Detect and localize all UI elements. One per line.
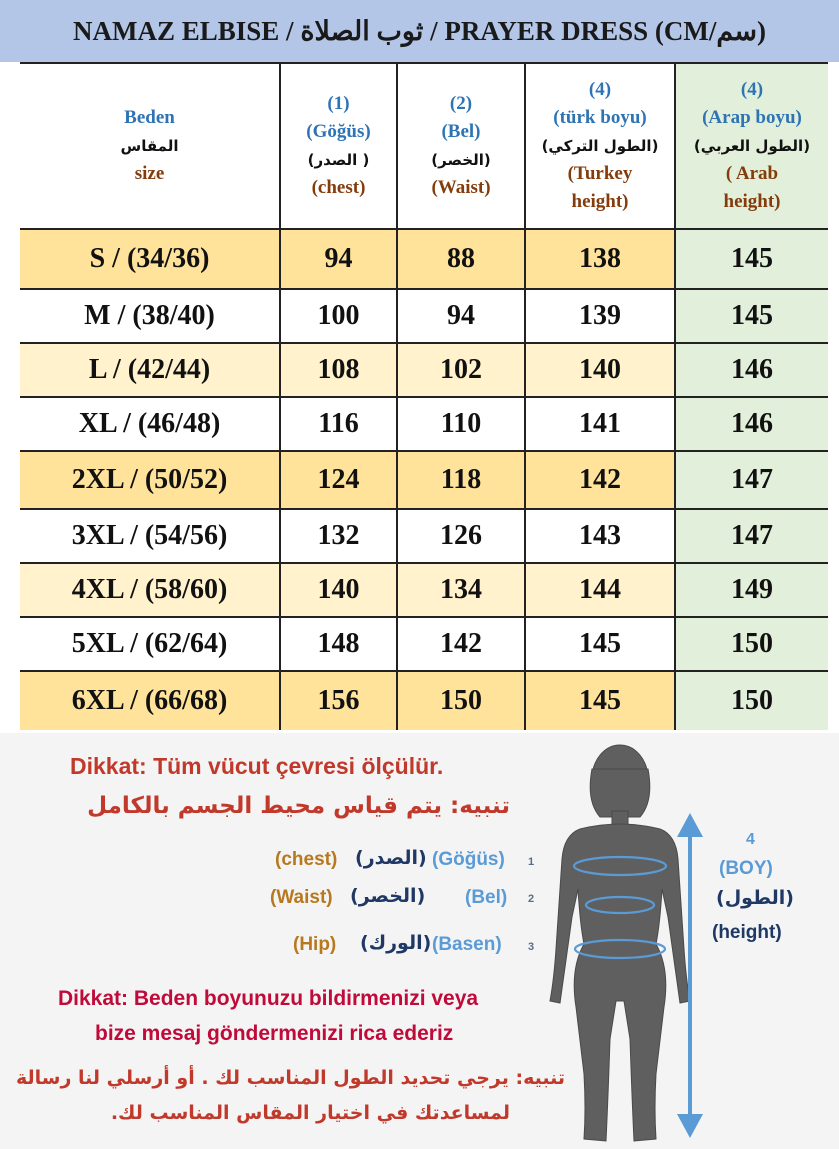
- header-row: [20, 63, 828, 229]
- size-cell: XL / (46/48): [20, 397, 280, 451]
- header-waist-ar: (الخصر): [431, 151, 491, 169]
- arab-cell: 145: [675, 289, 828, 343]
- m3-en: (Hip): [293, 934, 337, 955]
- m1-en: (chest): [275, 849, 338, 870]
- header-arab-en1: ( Arab: [725, 163, 779, 184]
- waist-cell: 134: [397, 563, 525, 617]
- chest-cell: 116: [280, 397, 397, 451]
- arab-cell: 149: [675, 563, 828, 617]
- header-turkey-num: (4): [588, 79, 612, 100]
- turkey-cell: 145: [525, 671, 675, 730]
- boy-en: (height): [712, 922, 782, 943]
- header-arab-ar: (الطول العربي): [693, 137, 811, 155]
- m1-ar: (الصدر): [355, 847, 427, 869]
- header-turkey-tr: (türk boyu): [553, 107, 647, 128]
- chest-cell: 148: [280, 617, 397, 671]
- header-turkey: [525, 63, 675, 229]
- header-turkey-en1: (Turkey: [567, 163, 633, 184]
- size-cell: 5XL / (62/64): [20, 617, 280, 671]
- header-waist-num: (2): [449, 93, 473, 114]
- turkey-cell: 141: [525, 397, 675, 451]
- size-table: [20, 62, 828, 730]
- size-cell: 2XL / (50/52): [20, 451, 280, 509]
- request-tr-1: Dikkat: Beden boyunuzu bildirmenizi veya: [58, 987, 479, 1010]
- waist-cell: 118: [397, 451, 525, 509]
- table-row: [20, 617, 828, 671]
- arab-cell: 147: [675, 509, 828, 563]
- waist-cell: 94: [397, 289, 525, 343]
- table-row: [20, 289, 828, 343]
- header-size-ar: المقاس: [120, 137, 179, 155]
- header-size: [20, 63, 280, 229]
- table-row: [20, 671, 828, 730]
- chest-cell: 124: [280, 451, 397, 509]
- header-size-en: size: [134, 163, 165, 184]
- header-chest-tr: (Göğüs): [306, 121, 371, 142]
- waist-cell: 88: [397, 229, 525, 289]
- waist-cell: 110: [397, 397, 525, 451]
- header-waist-en: (Waist): [431, 177, 491, 198]
- chest-cell: 94: [280, 229, 397, 289]
- header-arab-num: (4): [740, 79, 764, 100]
- chest-cell: 100: [280, 289, 397, 343]
- boy-num: 4: [746, 831, 755, 848]
- arab-cell: 145: [675, 229, 828, 289]
- header-arab-en2: height): [723, 191, 781, 212]
- page-title: NAMAZ ELBISE / ثوب الصلاة / PRAYER DRESS (CM/سم): [0, 0, 839, 62]
- turkey-cell: 144: [525, 563, 675, 617]
- table-row: [20, 451, 828, 509]
- header-turkey-en2: height): [571, 191, 629, 212]
- m3-tr: (Basen): [432, 934, 502, 955]
- chest-cell: 108: [280, 343, 397, 397]
- waist-cell: 126: [397, 509, 525, 563]
- header-turkey-ar: (الطول التركي): [541, 137, 659, 155]
- measurement-guide: [0, 733, 839, 1149]
- header-arab-tr: (Arap boyu): [702, 107, 802, 128]
- request-ar-2: لمساعدتك في اختيار المقاس المناسب لك.: [110, 1102, 510, 1124]
- header-chest-ar: (الصدر ): [307, 151, 370, 169]
- arab-cell: 150: [675, 671, 828, 730]
- header-chest: [280, 63, 397, 229]
- turkey-cell: 142: [525, 451, 675, 509]
- m3-ar: (الورك): [360, 932, 432, 954]
- turkey-cell: 140: [525, 343, 675, 397]
- header-waist: [397, 63, 525, 229]
- m1-tr: (Göğüs): [432, 849, 505, 870]
- warning-ar: تنبيه: يتم قياس محيط الجسم بالكامل: [87, 793, 510, 819]
- header-waist-tr: (Bel): [441, 121, 481, 142]
- table-row: [20, 563, 828, 617]
- m2-en: (Waist): [270, 887, 333, 908]
- m2-ar: (الخصر): [350, 885, 426, 907]
- chest-cell: 156: [280, 671, 397, 730]
- header-arab: [675, 63, 828, 229]
- waist-cell: 102: [397, 343, 525, 397]
- size-cell: S / (34/36): [20, 229, 280, 289]
- table-row: [20, 397, 828, 451]
- arab-cell: 146: [675, 343, 828, 397]
- header-chest-num: (1): [327, 93, 350, 114]
- size-cell: 6XL / (66/68): [20, 671, 280, 730]
- size-cell: M / (38/40): [20, 289, 280, 343]
- size-cell: 3XL / (54/56): [20, 509, 280, 563]
- boy-ar: (الطول): [716, 887, 794, 909]
- table-row: [20, 509, 828, 563]
- turkey-cell: 138: [525, 229, 675, 289]
- size-cell: 4XL / (58/60): [20, 563, 280, 617]
- chest-cell: 132: [280, 509, 397, 563]
- height-arrow-icon: [673, 813, 707, 1138]
- m2-num: 2: [528, 893, 535, 905]
- size-cell: L / (42/44): [20, 343, 280, 397]
- request-ar-1: تنبيه: يرجي تحديد الطول المناسب لك . أو أرسلي لنا رسالة: [16, 1067, 565, 1089]
- arab-cell: 147: [675, 451, 828, 509]
- waist-cell: 142: [397, 617, 525, 671]
- arab-cell: 146: [675, 397, 828, 451]
- table-row: [20, 343, 828, 397]
- header-chest-en: (chest): [311, 177, 366, 198]
- waist-cell: 150: [397, 671, 525, 730]
- m2-tr: (Bel): [465, 887, 508, 908]
- m1-num: 1: [528, 856, 535, 868]
- turkey-cell: 139: [525, 289, 675, 343]
- table-row: [20, 229, 828, 289]
- boy-tr: (BOY): [719, 858, 773, 879]
- header-size-tr: Beden: [124, 107, 175, 128]
- chest-cell: 140: [280, 563, 397, 617]
- request-tr-2: bize mesaj göndermenizi rica ederiz: [95, 1022, 454, 1045]
- turkey-cell: 145: [525, 617, 675, 671]
- warning-tr: Dikkat: Tüm vücut çevresi ölçülür.: [70, 753, 444, 779]
- arab-cell: 150: [675, 617, 828, 671]
- m3-num: 3: [528, 941, 535, 953]
- turkey-cell: 143: [525, 509, 675, 563]
